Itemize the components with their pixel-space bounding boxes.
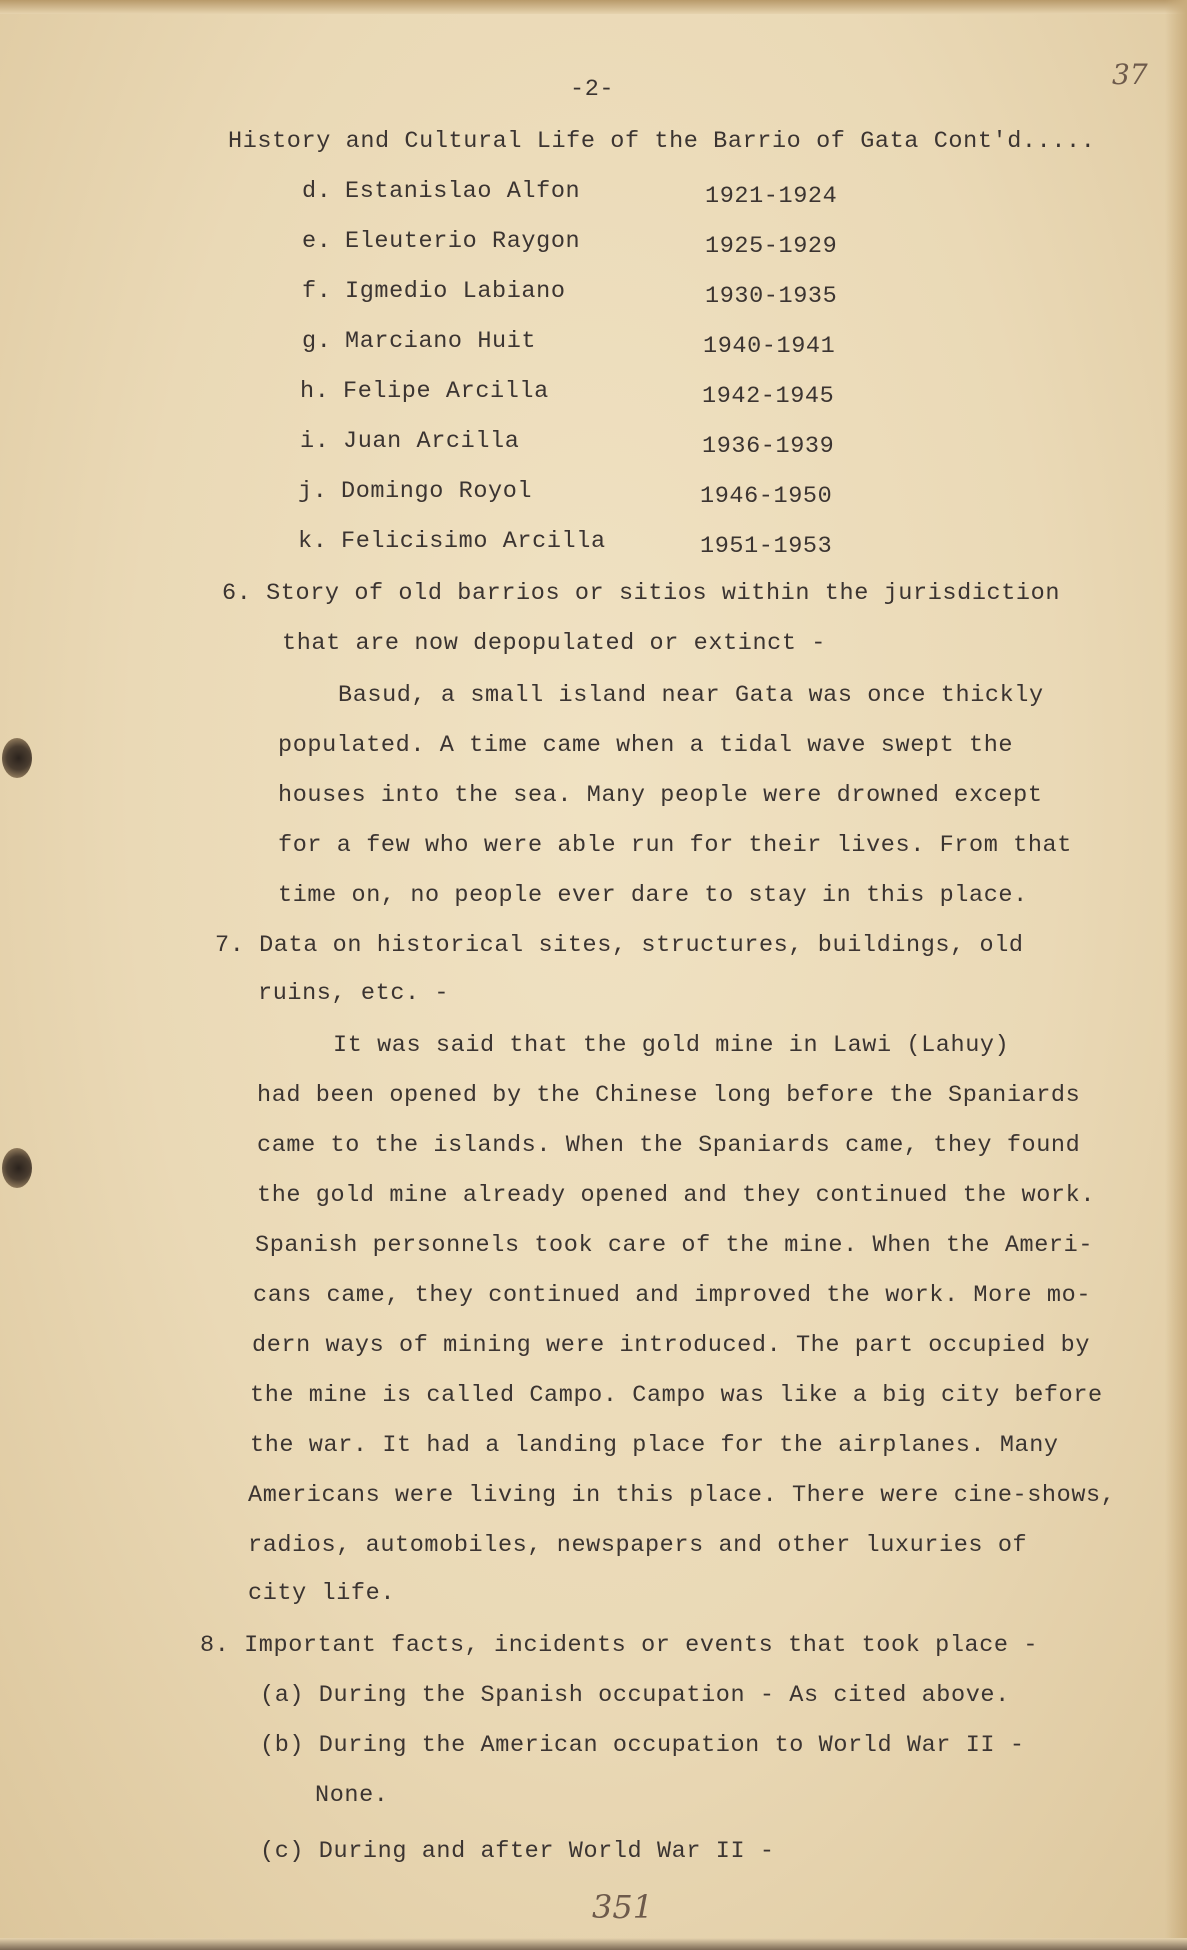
section-header: History and Cultural Life of the Barrio of Gata Cont'd..... (228, 128, 1096, 155)
official-name: Domingo Royol (341, 478, 533, 505)
official-letter: i. (300, 428, 330, 455)
body-line: None. (315, 1782, 389, 1809)
official-letter: e. (302, 228, 332, 255)
official-name: Marciano Huit (345, 328, 537, 355)
body-line: radios, automobiles, newspapers and other luxuries of (248, 1532, 1028, 1559)
official-letter: f. (302, 278, 332, 305)
body-line: It was said that the gold mine in Lawi (Lahuy) (333, 1032, 1010, 1059)
page-number: -2- (570, 76, 615, 103)
body-line: the war. It had a landing place for the airplanes. Many (250, 1432, 1059, 1459)
body-line: the gold mine already opened and they continued the work. (257, 1182, 1096, 1209)
official-letter: k. (298, 528, 328, 555)
body-line: came to the islands. When the Spaniards came, they found (257, 1132, 1081, 1159)
official-years: 1936-1939 (702, 433, 835, 460)
official-years: 1951-1953 (700, 533, 833, 560)
body-line: Basud, a small island near Gata was once thickly (338, 682, 1044, 709)
page-top-edge (0, 0, 1187, 14)
item-7-heading: 7. Data on historical sites, structures, buildings, old (215, 932, 1024, 959)
official-name: Juan Arcilla (343, 428, 520, 455)
official-letter: g. (302, 328, 332, 355)
sub-item-b: (b) During the American occupation to World War II - (260, 1732, 1025, 1759)
binding-hole-lower (2, 1148, 32, 1188)
corner-handwritten-mark: 37 (1112, 58, 1148, 91)
item-8-heading: 8. Important facts, incidents or events that took place - (200, 1632, 1039, 1659)
body-line: ruins, etc. - (258, 980, 450, 1007)
body-line: had been opened by the Chinese long before the Spaniards (257, 1082, 1081, 1109)
body-line: time on, no people ever dare to stay in this place. (278, 882, 1028, 909)
body-line: for a few who were able run for their lives. From that (278, 832, 1072, 859)
body-line: dern ways of mining were introduced. The part occupied by (252, 1332, 1091, 1359)
official-years: 1940-1941 (703, 333, 836, 360)
official-years: 1921-1924 (705, 183, 838, 210)
page-bottom-edge (0, 1938, 1187, 1950)
official-name: Felicisimo Arcilla (341, 528, 606, 555)
sub-item-a: (a) During the Spanish occupation - As cited above. (260, 1682, 1010, 1709)
official-name: Igmedio Labiano (345, 278, 566, 305)
body-line: cans came, they continued and improved the work. More mo- (253, 1282, 1092, 1309)
body-line: houses into the sea. Many people were drowned except (278, 782, 1043, 809)
official-years: 1942-1945 (702, 383, 835, 410)
official-letter: d. (302, 178, 332, 205)
body-line: populated. A time came when a tidal wave swept the (278, 732, 1014, 759)
official-years: 1925-1929 (705, 233, 838, 260)
body-line: that are now depopulated or extinct - (282, 630, 826, 657)
body-line: the mine is called Campo. Campo was like a big city before (250, 1382, 1103, 1409)
body-line: city life. (248, 1580, 396, 1607)
official-years: 1930-1935 (705, 283, 838, 310)
official-letter: h. (300, 378, 330, 405)
sub-item-c: (c) During and after World War II - (260, 1838, 775, 1865)
official-name: Felipe Arcilla (343, 378, 549, 405)
official-name: Estanislao Alfon (345, 178, 581, 205)
binding-hole-upper (2, 738, 32, 778)
official-years: 1946-1950 (700, 483, 833, 510)
official-letter: j. (298, 478, 328, 505)
body-line: Americans were living in this place. There were cine-shows, (248, 1482, 1116, 1509)
page-right-edge (1165, 0, 1187, 1950)
item-6-heading: 6. Story of old barrios or sitios within the jurisdiction (222, 580, 1061, 607)
official-name: Eleuterio Raygon (345, 228, 581, 255)
body-line: Spanish personnels took care of the mine. When the Ameri- (255, 1232, 1094, 1259)
bottom-handwritten-mark: 351 (592, 1888, 654, 1926)
